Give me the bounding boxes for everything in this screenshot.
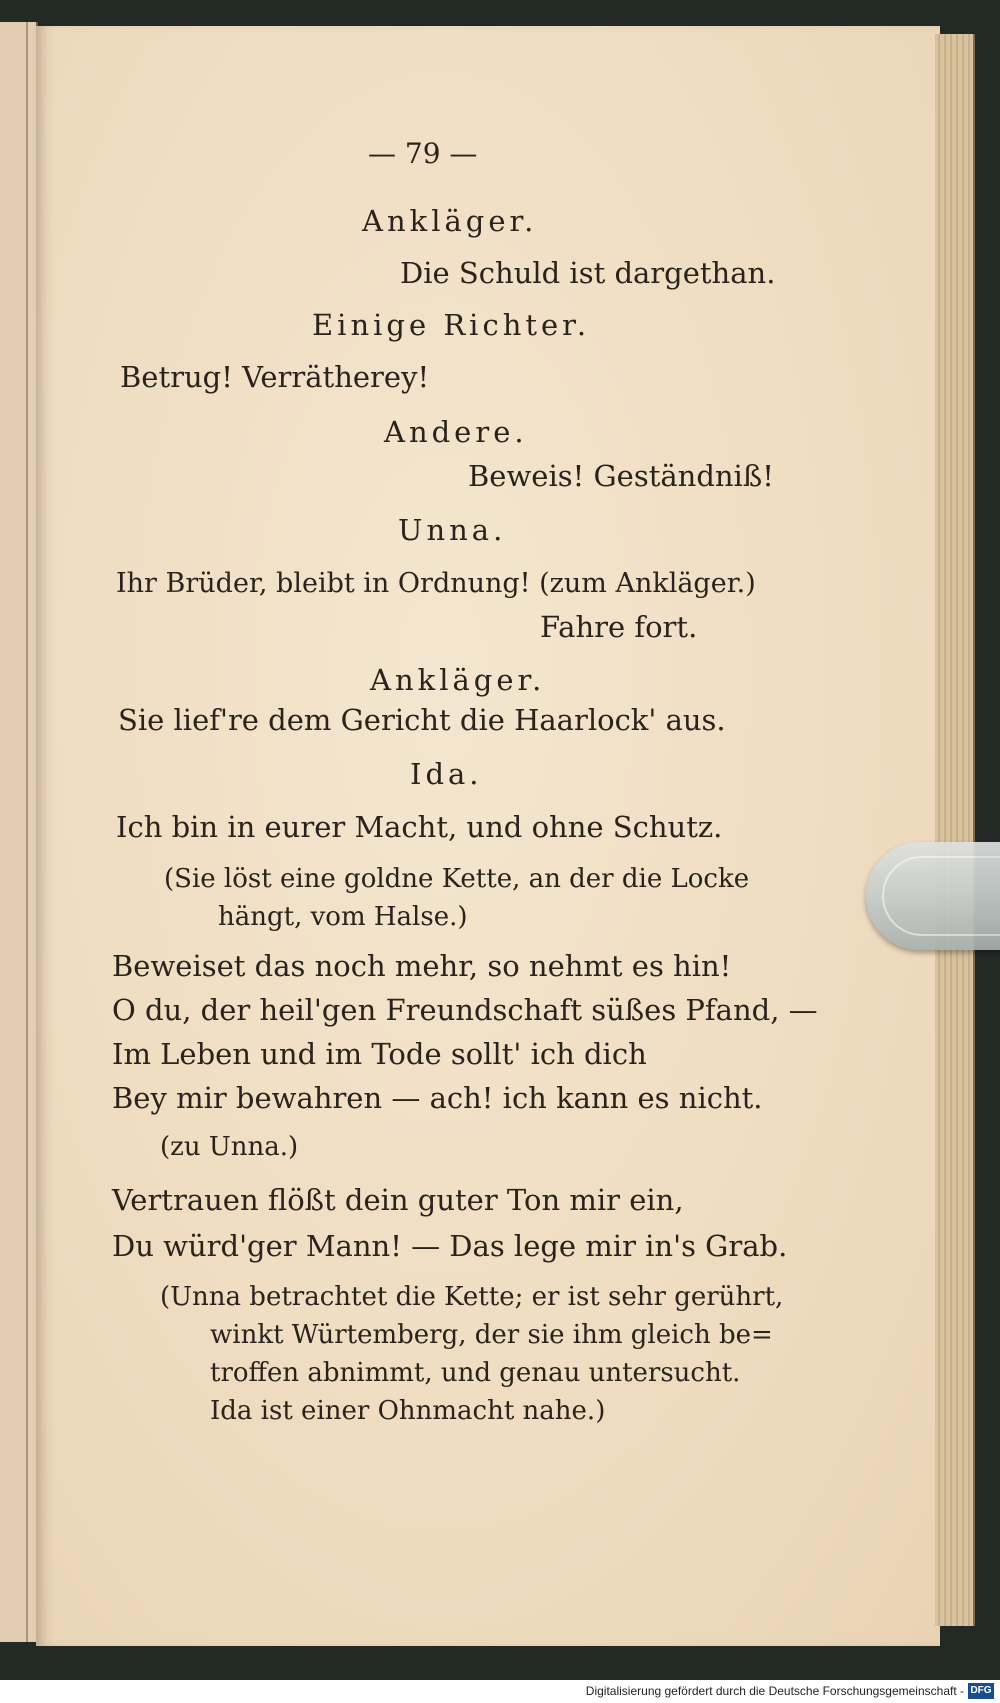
stage-direction-3a: (Unna betrachtet die Kette; er ist sehr gerührt, (160, 1282, 784, 1312)
page-number: — 79 — (368, 137, 478, 170)
stage-direction-1a: (Sie löst eine goldne Kette, an der die Locke (164, 864, 750, 894)
stage-direction-2: (zu Unna.) (160, 1132, 299, 1162)
line-16: O du, der heil'gen Freundschaft süßes Pfand, — (112, 993, 818, 1027)
line-18: Bey mir bewahren — ach! ich kann es nicht. (112, 1081, 763, 1115)
speaker-ida: Ida. (410, 757, 483, 791)
speaker-anklaeger: Ankläger. (362, 204, 538, 238)
page-clip (866, 842, 1000, 950)
dfg-logo: DFG (968, 1683, 994, 1699)
footer-credit: Digitalisierung gefördert durch die Deutsche Forschungsgemeinschaft - (585, 1684, 964, 1698)
line-5: Beweis! Geständniß! (468, 459, 774, 493)
line-10: Sie lief're dem Gericht die Haarlock' aus. (118, 703, 726, 737)
speaker-einige-richter: Einige Richter. (312, 308, 591, 342)
stage-direction-3d: Ida ist einer Ohnmacht nahe.) (210, 1396, 606, 1426)
line-8: Fahre fort. (540, 610, 698, 644)
line-3: Betrug! Verrätherey! (120, 360, 430, 394)
left-page-edge (0, 22, 38, 1642)
line-1: Die Schuld ist dargethan. (400, 256, 776, 290)
line-7: Ihr Brüder, bleibt in Ordnung! (zum Ankläger.) (116, 568, 756, 599)
speaker-andere: Andere. (384, 415, 528, 449)
stage-direction-1b: hängt, vom Halse.) (218, 902, 468, 932)
line-20: Vertrauen flößt dein guter Ton mir ein, (112, 1183, 684, 1217)
speaker-unna: Unna. (398, 513, 507, 547)
page-edges (935, 34, 975, 1626)
line-15: Beweiset das noch mehr, so nehmt es hin! (112, 949, 732, 983)
line-17: Im Leben und im Tode sollt' ich dich (112, 1037, 647, 1071)
line-12: Ich bin in eurer Macht, und ohne Schutz. (116, 810, 723, 844)
stage-direction-3b: winkt Würtemberg, der sie ihm gleich be= (210, 1320, 773, 1350)
stage-direction-3c: troffen abnimmt, und genau untersucht. (210, 1358, 741, 1388)
line-21: Du würd'ger Mann! — Das lege mir in's Grab. (112, 1229, 788, 1263)
speaker-anklaeger-2: Ankläger. (370, 663, 546, 697)
footer-bar (0, 1680, 1000, 1703)
